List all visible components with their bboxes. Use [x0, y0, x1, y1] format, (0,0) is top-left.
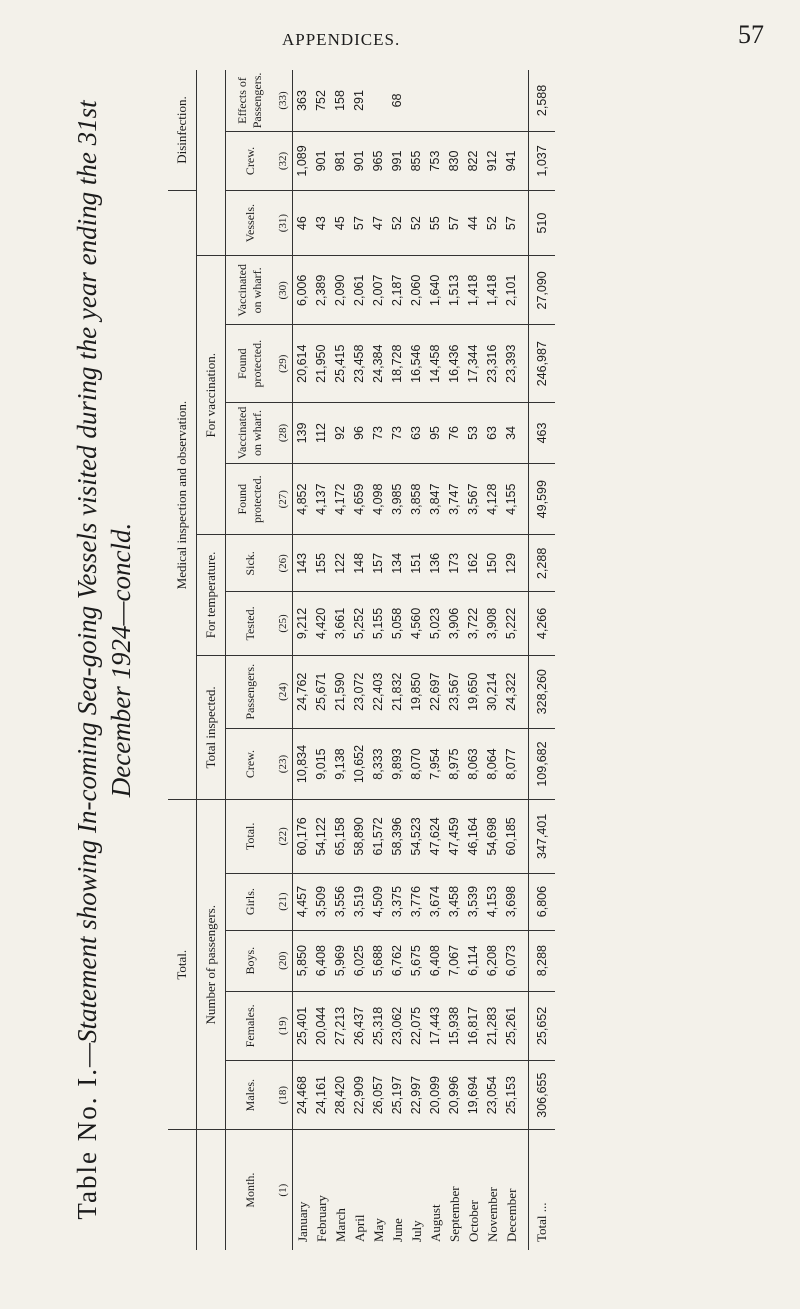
value-cell: 22,909 — [350, 1061, 369, 1130]
value-cell: 52 — [483, 191, 502, 256]
col-crew-found-protected: Found protected. — [226, 464, 275, 535]
colnum-19: (19) — [274, 991, 293, 1060]
value-cell: 6,006 — [293, 256, 313, 325]
month-cell: January — [295, 1201, 310, 1242]
table-body — [293, 70, 529, 1250]
value-cell: 23,062 — [388, 991, 407, 1060]
value-cell: 4,153 — [483, 873, 502, 930]
value-cell: 901 — [312, 131, 331, 190]
month-col-blank — [168, 1130, 197, 1250]
value-cell: 2,090 — [331, 256, 350, 325]
value-cell: 28,420 — [331, 1061, 350, 1130]
colnum-21: (21) — [274, 873, 293, 930]
value-cell: 6,114 — [464, 930, 483, 991]
value-cell: 25,153 — [502, 1061, 529, 1130]
table-row — [388, 70, 407, 1250]
value-cell: 47,459 — [445, 800, 464, 873]
value-cell: 129 — [502, 535, 529, 592]
value-cell: 25,415 — [331, 325, 350, 402]
value-cell: 45 — [331, 191, 350, 256]
table-row — [369, 70, 388, 1250]
value-cell: 6,408 — [426, 930, 445, 991]
col-females: Females. — [226, 991, 275, 1060]
col-crew-vaccinated: Vaccinated on wharf. — [226, 402, 275, 463]
colnum-27: (27) — [274, 464, 293, 535]
month-cell: June — [390, 1218, 405, 1242]
value-cell: 3,985 — [388, 464, 407, 535]
month-cell: April — [352, 1214, 367, 1242]
colnum-23: (23) — [274, 728, 293, 799]
value-cell: 20,614 — [293, 325, 313, 402]
value-cell: 63 — [483, 402, 502, 463]
total-cell: 2,588 — [529, 70, 556, 131]
value-cell: 157 — [369, 535, 388, 592]
value-cell: 5,058 — [388, 592, 407, 655]
value-cell: 24,762 — [293, 655, 313, 728]
month-cell: October — [466, 1200, 481, 1242]
value-cell: 991 — [388, 131, 407, 190]
value-cell: 2,007 — [369, 256, 388, 325]
value-cell: 58,396 — [388, 800, 407, 873]
value-cell: 5,850 — [293, 930, 313, 991]
colnum-24: (24) — [274, 655, 293, 728]
table-title — [70, 70, 148, 1250]
value-cell: 22,997 — [407, 1061, 426, 1130]
value-cell: 1,513 — [445, 256, 464, 325]
colnum-32: (32) — [274, 131, 293, 190]
value-cell: 14,458 — [426, 325, 445, 402]
value-cell: 20,044 — [312, 991, 331, 1060]
total-cell: 4,266 — [529, 592, 556, 655]
value-cell: 7,954 — [426, 728, 445, 799]
value-cell: 753 — [426, 131, 445, 190]
value-cell: 23,458 — [350, 325, 369, 402]
value-cell: 5,155 — [369, 592, 388, 655]
value-cell: 21,590 — [331, 655, 350, 728]
value-cell: 5,675 — [407, 930, 426, 991]
value-cell: 2,060 — [407, 256, 426, 325]
value-cell: 46,164 — [464, 800, 483, 873]
value-cell: 18,728 — [388, 325, 407, 402]
value-cell: 24,468 — [293, 1061, 313, 1130]
colnum-25: (25) — [274, 592, 293, 655]
value-cell: 158 — [331, 70, 350, 131]
value-cell: 61,572 — [369, 800, 388, 873]
total-label: Total ... — [529, 1130, 556, 1250]
value-cell — [483, 70, 502, 131]
value-cell: 139 — [293, 402, 313, 463]
value-cell: 47,624 — [426, 800, 445, 873]
value-cell: 5,688 — [369, 930, 388, 991]
value-cell: 2,389 — [312, 256, 331, 325]
group-for-temperature: For temperature. — [197, 535, 226, 655]
value-cell: 3,858 — [407, 464, 426, 535]
group-disinfection: Disinfection. — [168, 70, 197, 191]
table-row — [293, 70, 313, 1250]
value-cell: 9,138 — [331, 728, 350, 799]
value-cell: 3,567 — [464, 464, 483, 535]
value-cell: 15,938 — [445, 991, 464, 1060]
value-cell: 1,418 — [483, 256, 502, 325]
running-title: APPENDICES. — [282, 30, 401, 49]
value-cell: 19,650 — [464, 655, 483, 728]
table-row — [426, 70, 445, 1250]
value-cell: 34 — [502, 402, 529, 463]
value-cell: 363 — [293, 70, 313, 131]
value-cell: 44 — [464, 191, 483, 256]
value-cell: 9,015 — [312, 728, 331, 799]
value-cell: 21,283 — [483, 991, 502, 1060]
value-cell: 25,318 — [369, 991, 388, 1060]
value-cell: 112 — [312, 402, 331, 463]
value-cell: 21,950 — [312, 325, 331, 402]
group-medical: Medical inspection and observation. — [168, 191, 197, 800]
value-cell: 25,401 — [293, 991, 313, 1060]
value-cell: 8,063 — [464, 728, 483, 799]
value-cell: 26,057 — [369, 1061, 388, 1130]
value-cell: 73 — [369, 402, 388, 463]
table-row — [331, 70, 350, 1250]
group-total: Total. — [168, 800, 197, 1130]
value-cell: 21,832 — [388, 655, 407, 728]
value-cell: 3,674 — [426, 873, 445, 930]
value-cell: 57 — [350, 191, 369, 256]
value-cell: 5,252 — [350, 592, 369, 655]
value-cell: 3,776 — [407, 873, 426, 930]
value-cell: 25,197 — [388, 1061, 407, 1130]
value-cell: 4,560 — [407, 592, 426, 655]
value-cell: 96 — [350, 402, 369, 463]
colnum-22: (22) — [274, 800, 293, 873]
title-line-1: —Statement showing In-coming Sea-going Vessels visited during the year ending the 31st — [72, 100, 102, 1068]
value-cell: 9,893 — [388, 728, 407, 799]
value-cell: 7,067 — [445, 930, 464, 991]
value-cell: 6,208 — [483, 930, 502, 991]
value-cell: 4,509 — [369, 873, 388, 930]
value-cell: 76 — [445, 402, 464, 463]
col-crew-disinfected: Crew. — [226, 131, 275, 190]
title-line-2: December 1924—concld. — [106, 522, 136, 798]
value-cell: 24,161 — [312, 1061, 331, 1130]
value-cell: 24,322 — [502, 655, 529, 728]
colnum-20: (20) — [274, 930, 293, 991]
value-cell: 4,172 — [331, 464, 350, 535]
value-cell: 2,101 — [502, 256, 529, 325]
month-cell: July — [409, 1220, 424, 1242]
value-cell: 4,137 — [312, 464, 331, 535]
value-cell: 5,222 — [502, 592, 529, 655]
value-cell: 981 — [331, 131, 350, 190]
value-cell: 65,158 — [331, 800, 350, 873]
value-cell: 822 — [464, 131, 483, 190]
value-cell: 20,996 — [445, 1061, 464, 1130]
value-cell: 8,064 — [483, 728, 502, 799]
table-row — [445, 70, 464, 1250]
value-cell: 3,519 — [350, 873, 369, 930]
colnum-33: (33) — [274, 70, 293, 131]
col-vessels: Vessels. — [226, 191, 275, 256]
value-cell: 47 — [369, 191, 388, 256]
colnum-18: (18) — [274, 1061, 293, 1130]
value-cell: 25,671 — [312, 655, 331, 728]
value-cell: 6,762 — [388, 930, 407, 991]
col-total: Total. — [226, 800, 275, 873]
total-cell: 6,806 — [529, 873, 556, 930]
value-cell: 43 — [312, 191, 331, 256]
value-cell: 143 — [293, 535, 313, 592]
value-cell: 1,640 — [426, 256, 445, 325]
value-cell — [407, 70, 426, 131]
value-cell: 68 — [388, 70, 407, 131]
col-males: Males. — [226, 1061, 275, 1130]
statistics-table — [168, 70, 555, 1250]
total-cell: 510 — [529, 191, 556, 256]
table-row — [483, 70, 502, 1250]
value-cell: 1,089 — [293, 131, 313, 190]
value-cell: 54,698 — [483, 800, 502, 873]
value-cell: 4,155 — [502, 464, 529, 535]
value-cell — [426, 70, 445, 131]
month-cell: March — [333, 1208, 348, 1242]
value-cell: 291 — [350, 70, 369, 131]
value-cell: 3,747 — [445, 464, 464, 535]
value-cell: 16,436 — [445, 325, 464, 402]
value-cell: 92 — [331, 402, 350, 463]
value-cell: 2,187 — [388, 256, 407, 325]
total-cell: 306,655 — [529, 1061, 556, 1130]
col-sick: Sick. — [226, 535, 275, 592]
value-cell: 22,697 — [426, 655, 445, 728]
value-cell: 23,072 — [350, 655, 369, 728]
group-number-of-passengers: Number of passengers. — [197, 800, 226, 1130]
value-cell: 19,850 — [407, 655, 426, 728]
total-cell: 109,682 — [529, 728, 556, 799]
colnum-26: (26) — [274, 535, 293, 592]
value-cell: 151 — [407, 535, 426, 592]
group-for-vaccination: For vaccination. — [197, 256, 226, 535]
value-cell: 3,509 — [312, 873, 331, 930]
value-cell — [369, 70, 388, 131]
value-cell: 17,443 — [426, 991, 445, 1060]
value-cell: 3,847 — [426, 464, 445, 535]
group-total-inspected: Total inspected. — [197, 655, 226, 800]
value-cell: 4,659 — [350, 464, 369, 535]
value-cell — [464, 70, 483, 131]
value-cell: 54,523 — [407, 800, 426, 873]
value-cell: 148 — [350, 535, 369, 592]
value-cell: 3,458 — [445, 873, 464, 930]
value-cell: 95 — [426, 402, 445, 463]
colnum-30: (30) — [274, 256, 293, 325]
value-cell: 52 — [388, 191, 407, 256]
page-header — [0, 0, 800, 60]
value-cell: 57 — [445, 191, 464, 256]
total-cell: 246,987 — [529, 325, 556, 402]
value-cell: 6,073 — [502, 930, 529, 991]
table-row — [312, 70, 331, 1250]
value-cell: 830 — [445, 131, 464, 190]
month-cell: December — [504, 1188, 519, 1242]
total-cell: 328,260 — [529, 655, 556, 728]
value-cell: 55 — [426, 191, 445, 256]
col-month: Month. — [242, 1172, 257, 1208]
rotated-table-block — [70, 70, 670, 1250]
value-cell: 25,261 — [502, 991, 529, 1060]
page-number: 57 — [738, 20, 764, 49]
value-cell: 58,890 — [350, 800, 369, 873]
col-tested: Tested. — [226, 592, 275, 655]
col-effects: Effects of Passengers. — [226, 70, 275, 131]
value-cell: 73 — [388, 402, 407, 463]
value-cell: 16,546 — [407, 325, 426, 402]
value-cell: 6,408 — [312, 930, 331, 991]
month-cell: November — [485, 1187, 500, 1242]
table-number: Table No. I. — [72, 1067, 102, 1220]
value-cell: 30,214 — [483, 655, 502, 728]
value-cell: 46 — [293, 191, 313, 256]
value-cell: 63 — [407, 402, 426, 463]
month-cell: May — [371, 1218, 386, 1242]
table-row — [350, 70, 369, 1250]
value-cell: 23,567 — [445, 655, 464, 728]
value-cell: 3,539 — [464, 873, 483, 930]
table-row — [502, 70, 529, 1250]
value-cell: 136 — [426, 535, 445, 592]
value-cell: 3,722 — [464, 592, 483, 655]
value-cell: 155 — [312, 535, 331, 592]
value-cell: 19,694 — [464, 1061, 483, 1130]
value-cell: 54,122 — [312, 800, 331, 873]
value-cell: 23,316 — [483, 325, 502, 402]
total-cell: 1,037 — [529, 131, 556, 190]
table-row — [464, 70, 483, 1250]
value-cell: 3,375 — [388, 873, 407, 930]
colnum-31: (31) — [274, 191, 293, 256]
value-cell: 8,975 — [445, 728, 464, 799]
value-cell: 23,393 — [502, 325, 529, 402]
value-cell: 941 — [502, 131, 529, 190]
value-cell: 4,128 — [483, 464, 502, 535]
value-cell: 8,333 — [369, 728, 388, 799]
value-cell: 2,061 — [350, 256, 369, 325]
value-cell: 134 — [388, 535, 407, 592]
col-crew-inspected: Crew. — [226, 728, 275, 799]
table-row — [407, 70, 426, 1250]
value-cell: 17,344 — [464, 325, 483, 402]
total-cell: 8,288 — [529, 930, 556, 991]
total-cell: 347,401 — [529, 800, 556, 873]
value-cell: 150 — [483, 535, 502, 592]
value-cell: 4,098 — [369, 464, 388, 535]
value-cell: 3,906 — [445, 592, 464, 655]
value-cell: 1,418 — [464, 256, 483, 325]
value-cell: 57 — [502, 191, 529, 256]
value-cell: 3,661 — [331, 592, 350, 655]
value-cell: 6,025 — [350, 930, 369, 991]
value-cell: 27,213 — [331, 991, 350, 1060]
value-cell: 52 — [407, 191, 426, 256]
value-cell: 20,099 — [426, 1061, 445, 1130]
value-cell: 901 — [350, 131, 369, 190]
value-cell: 3,908 — [483, 592, 502, 655]
value-cell: 60,185 — [502, 800, 529, 873]
col-pass-found-protected: Found protected. — [226, 325, 275, 402]
col-boys: Boys. — [226, 930, 275, 991]
colnum-1: (1) — [274, 1130, 293, 1250]
value-cell: 8,070 — [407, 728, 426, 799]
value-cell: 173 — [445, 535, 464, 592]
colnum-28: (28) — [274, 402, 293, 463]
value-cell: 3,556 — [331, 873, 350, 930]
value-cell: 22,403 — [369, 655, 388, 728]
value-cell: 26,437 — [350, 991, 369, 1060]
value-cell: 22,075 — [407, 991, 426, 1060]
total-cell: 25,652 — [529, 991, 556, 1060]
value-cell: 162 — [464, 535, 483, 592]
value-cell: 10,652 — [350, 728, 369, 799]
col-girls: Girls. — [226, 873, 275, 930]
value-cell: 8,077 — [502, 728, 529, 799]
value-cell: 5,023 — [426, 592, 445, 655]
col-pass-vaccinated: Vaccinated on wharf. — [226, 256, 275, 325]
value-cell: 752 — [312, 70, 331, 131]
value-cell: 3,698 — [502, 873, 529, 930]
value-cell: 24,384 — [369, 325, 388, 402]
value-cell: 965 — [369, 131, 388, 190]
month-cell: August — [428, 1204, 443, 1242]
value-cell: 10,834 — [293, 728, 313, 799]
total-cell: 2,288 — [529, 535, 556, 592]
total-cell: 27,090 — [529, 256, 556, 325]
value-cell: 4,420 — [312, 592, 331, 655]
colnum-29: (29) — [274, 325, 293, 402]
total-cell: 463 — [529, 402, 556, 463]
value-cell: 9,212 — [293, 592, 313, 655]
value-cell — [445, 70, 464, 131]
value-cell: 5,969 — [331, 930, 350, 991]
value-cell: 912 — [483, 131, 502, 190]
total-row — [529, 70, 556, 1250]
value-cell — [502, 70, 529, 131]
value-cell: 4,852 — [293, 464, 313, 535]
value-cell: 4,457 — [293, 873, 313, 930]
month-cell: February — [314, 1195, 329, 1242]
value-cell: 16,817 — [464, 991, 483, 1060]
total-cell: 49,599 — [529, 464, 556, 535]
value-cell: 23,054 — [483, 1061, 502, 1130]
value-cell: 53 — [464, 402, 483, 463]
month-cell: September — [447, 1186, 462, 1242]
value-cell: 122 — [331, 535, 350, 592]
value-cell: 855 — [407, 131, 426, 190]
value-cell: 60,176 — [293, 800, 313, 873]
col-passengers-inspected: Passengers. — [226, 655, 275, 728]
